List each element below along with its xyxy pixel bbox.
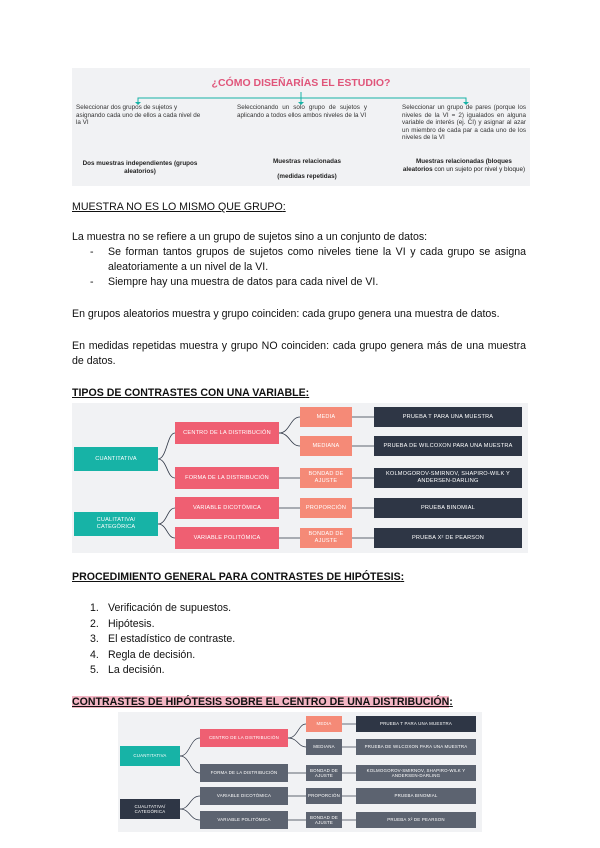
list-item: 4. Regla de decisión. [90,648,196,661]
procedimiento-heading: PROCEDIMIENTO GENERAL PARA CONTRASTES DE HIPÓTESIS: [72,571,405,583]
diagram-title: ¿CÓMO DISEÑARÍAS EL ESTUDIO? [211,77,391,89]
test-binomial: PRUEBA BINOMIAL [374,498,522,518]
muestra-heading: MUESTRA NO ES LO MISMO QUE GRUPO: [72,201,286,213]
contrast-types-chart [72,403,528,553]
mid-dicotomica: VARIABLE DICOTÓMICA [175,497,279,519]
muestra-bullets [72,245,526,290]
root-cualitativa: CUALITATIVA/ CATEGÓRICA [74,512,158,536]
study-design-diagram [72,68,530,186]
leaf-proporcion: PROPORCIÓN [300,498,352,518]
list-item: 5. La decisión. [90,664,165,676]
center-contrast-chart [118,712,482,832]
mid-politomica: VARIABLE POLITÓMICA [200,811,288,829]
test-chi-square: PRUEBA X² DE PEARSON [356,812,476,828]
mid-forma: FORMA DE LA DISTRIBUCIÓN [175,467,279,489]
leaf-media: MEDIA [300,407,352,427]
tipos-heading: TIPOS DE CONTRASTES CON UNA VARIABLE: [72,387,310,399]
mid-politomica: VARIABLE POLITÓMICA [175,527,279,549]
root-cuantitativa: CUANTITATIVA [74,447,158,471]
muestra-intro: La muestra no se refiere a un grupo de sujetos sino a un conjunto de datos: [72,231,428,243]
mid-centro: CENTRO DE LA DISTRIBUCIÓN [175,422,279,444]
option-blocks: Seleccionar un grupo de pares (porque los niveles de la VI = 2) igualados en alguna variable de interés (ej. CI) y asignar al azar un miembro de cada par a cada uno de los niveles de la VI [402,104,526,142]
leaf-media: MEDIA [306,716,342,732]
leaf-bondad-forma: BONDAD DE AJUSTE [306,765,342,781]
leaf-bondad-forma: BONDAD DE AJUSTE [300,468,352,488]
list-item: 3. El estadístico de contraste. [90,633,236,645]
result-blocks: Muestras relacionadas (bloques aleatorios con un sujeto por nivel y bloque) [402,158,526,173]
test-t: PRUEBA T PARA UNA MUESTRA [356,716,476,732]
leaf-mediana: MEDIANA [306,739,342,755]
mid-centro: CENTRO DE LA DISTRIBUCIÓN [200,729,288,747]
option-independent: Seleccionar dos grupos de sujetos y asignando cada uno de ellos a cada nivel de la VI [76,104,201,127]
test-chi-square: PRUEBA X² DE PEARSON [374,528,522,548]
muestra-paragraph-2: En medidas repetidas muestra y grupo NO coinciden: cada grupo genera más de una muestra de datos. [72,340,526,367]
test-binomial: PRUEBA BINOMIAL [356,788,476,804]
test-normality: KOLMOGOROV-SMIRNOV, SHAPIRO-WILK Y ANDERSEN-DARLING [374,468,522,488]
list-item: 2. Hipótesis. [90,617,155,630]
test-normality: KOLMOGOROV-SMIRNOV, SHAPIRO-WILK Y ANDERSEN-DARLING [356,765,476,781]
test-t: PRUEBA T PARA UNA MUESTRA [374,407,522,427]
list-item: - Siempre hay una muestra de datos para cada nivel de VI. [90,276,379,288]
list-item: - Se forman tantos grupos de sujetos como niveles tiene la VI y cada grupo se asigna aleatoriamente a un nivel de la VI. [90,246,526,273]
leaf-bondad-politomica: BONDAD DE AJUSTE [306,812,342,828]
leaf-proporcion: PROPORCIÓN [306,788,342,804]
mid-forma: FORMA DE LA DISTRIBUCIÓN [200,764,288,782]
root-cuantitativa: CUANTITATIVA [120,746,180,766]
muestra-paragraph-1: En grupos aleatorios muestra y grupo coinciden: cada grupo genera una muestra de datos. [72,308,500,320]
result-independent: Dos muestras independientes (grupos aleatorios) [82,160,198,175]
option-repeated: Seleccionando un solo grupo de sujetos y aplicando a todos ellos ambos niveles de la VI [237,104,367,119]
test-wilcoxon: PRUEBA DE WILCOXON PARA UNA MUESTRA [374,436,522,456]
leaf-bondad-politomica: BONDAD DE AJUSTE [300,528,352,548]
procedure-steps [72,601,526,679]
leaf-mediana: MEDIANA [300,436,352,456]
list-item: 1. Verificación de supuestos. [90,602,232,614]
mid-dicotomica: VARIABLE DICOTÓMICA [200,787,288,805]
result-repeated: Muestras relacionadas (medidas repetidas) [273,158,341,181]
root-cualitativa: CUALITATIVA/ CATEGÓRICA [120,799,180,819]
centro-heading: CONTRASTES DE HIPÓTESIS SOBRE EL CENTRO DE UNA DISTRIBUCIÓN: [72,696,453,708]
test-wilcoxon: PRUEBA DE WILCOXON PARA UNA MUESTRA [356,739,476,755]
